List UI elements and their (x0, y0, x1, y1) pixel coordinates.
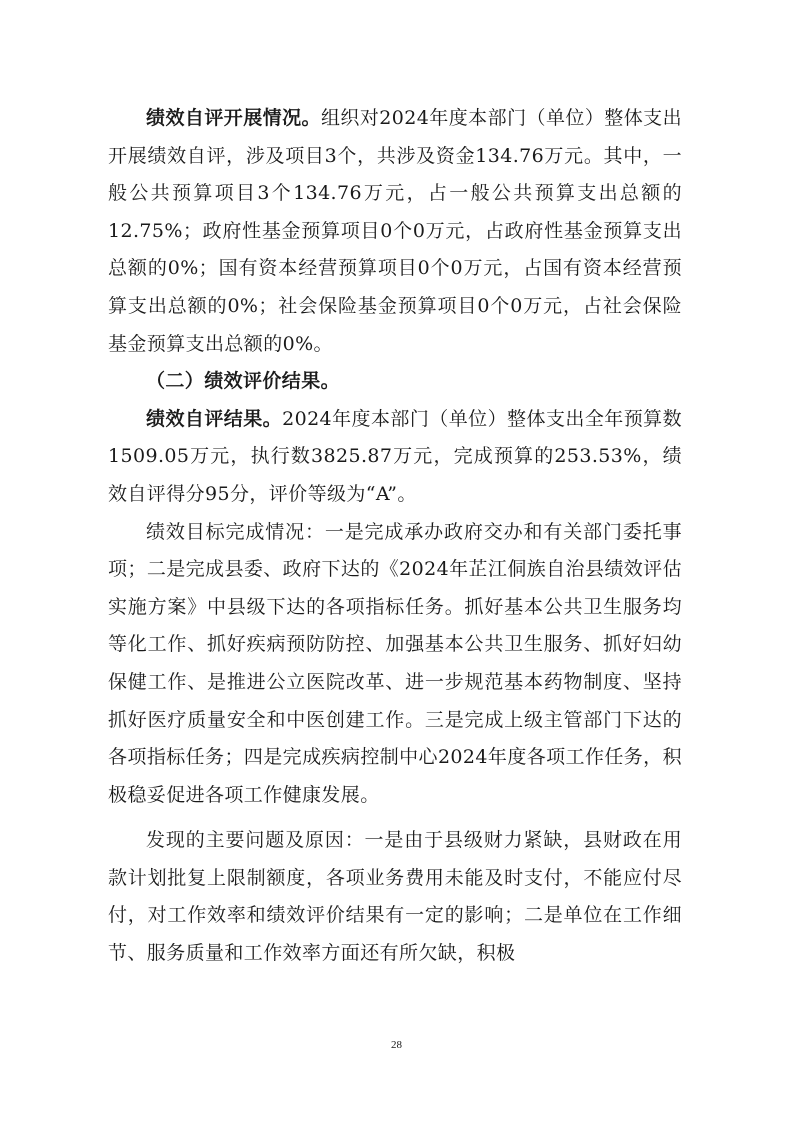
paragraph-lead: 绩效自评开展情况。 (146, 107, 321, 129)
paragraph-problems: 发现的主要问题及原因：一是由于县级财力紧缺，县财政在用款计划批复上限制额度，各项业务费用未能及时支付，不能应付尽付，对工作效率和绩效评价结果有一定的影响；二是单位在工作细节、服务质量和工作效率方面还有所欠缺，积极 (108, 829, 682, 965)
body-text (108, 100, 682, 973)
paragraph-text: 组织对2024年度本部门（单位）整体支出开展绩效自评，涉及项目3个，共涉及资金134.76万元。其中，一般公共预算项目3个134.76万元，占一般公共预算支出总额的12.75%；政府性基金预算项目0个0万元，占政府性基金预算支出总额的0%；国有资本经营预算项目0个0万元，占国有资本经营预算支出总额的0%；社会保险基金预算项目0个0万元，占社会保险基金预算支出总额的0%。 (108, 107, 682, 355)
paragraph-self-evaluation-overview (108, 100, 682, 363)
section-heading: （二）绩效评价结果。 (146, 370, 341, 393)
paragraph-text: 2024年度本部门（单位）整体支出全年预算数1509.05万元，执行数3825.87万元，完成预算的253.53%，绩效自评得分95分，评价等级为“A”。 (108, 407, 682, 505)
paragraph-self-evaluation-result (108, 401, 682, 514)
paragraph-lead: 绩效自评结果。 (146, 407, 283, 430)
paragraph-goal-completion: 绩效目标完成情况：一是完成承办政府交办和有关部门委托事项；二是完成县委、政府下达的《2024年芷江侗族自治县绩效评估实施方案》中县级下达的各项指标任务。抓好基本公共卫生服务均等化工作、抓好疾病预防防控、加强基本公共卫生服务、抓好妇幼保健工作、是推进公立医院改革、进一步规范基本药物制度、坚持抓好医疗质量安全和中医创建工作。三是完成上级主管部门下达的各项指标任务；四是完成疾病控制中心2024年度各项工作任务，积极稳妥促进各项工作健康发展。 (108, 520, 682, 806)
page-number: 28 (391, 1039, 402, 1051)
